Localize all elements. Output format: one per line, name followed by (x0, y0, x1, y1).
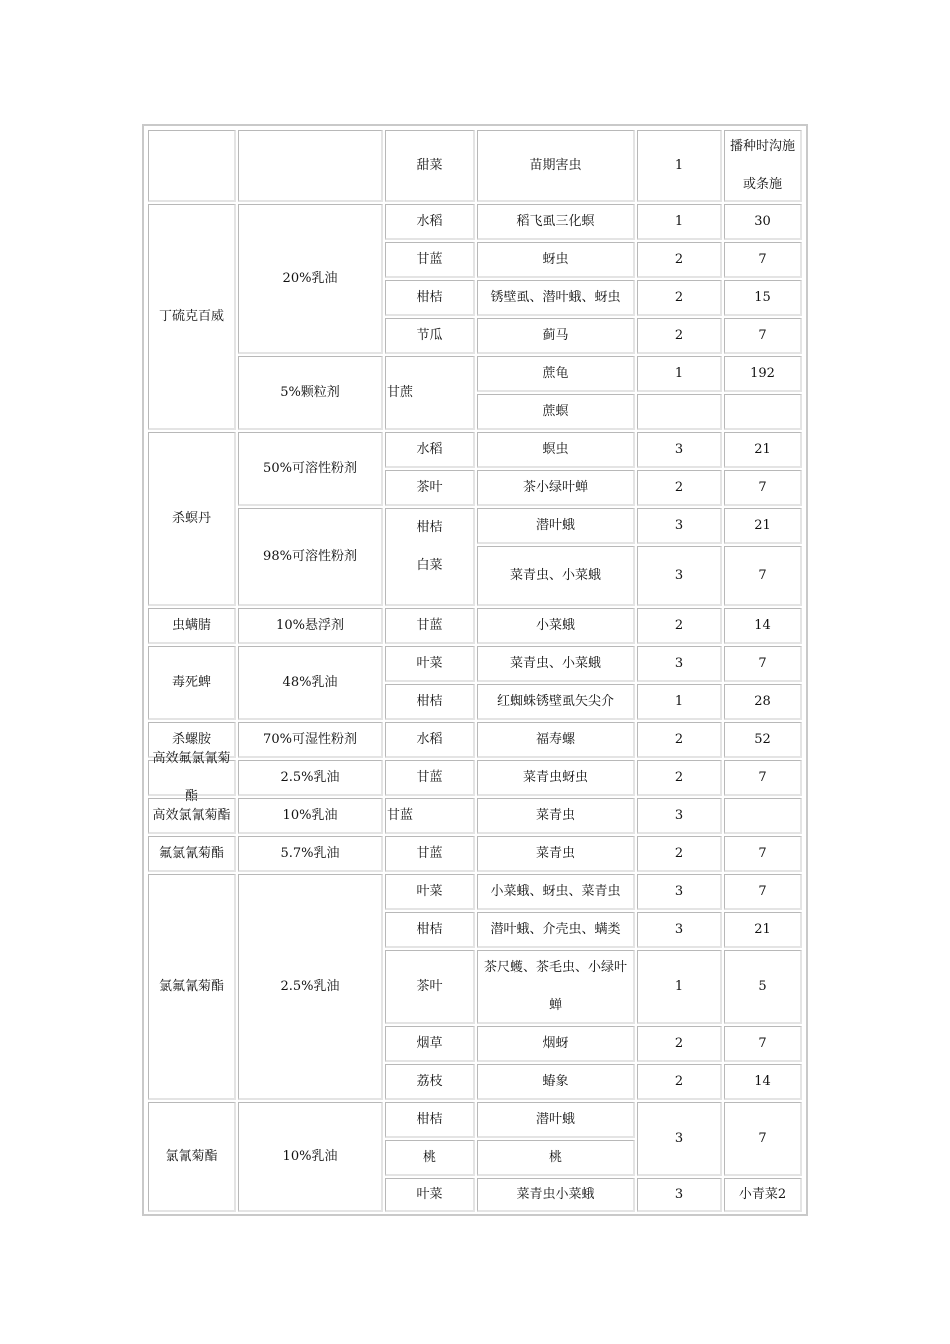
cell-text: 高效氯氰菊酯 (152, 807, 231, 823)
target-pest-cell (477, 356, 635, 392)
formulation-cell (238, 874, 383, 1100)
interval-days-cell (724, 130, 802, 202)
cell-text: 螟虫 (542, 441, 569, 457)
application-count-cell (637, 356, 722, 392)
cell-text: 2 (674, 731, 684, 747)
crop-cell (385, 470, 475, 506)
interval-days-cell (724, 608, 802, 644)
cell-text: 水稻 (416, 441, 443, 457)
formulation-cell (238, 432, 383, 506)
crop-cell (385, 280, 475, 316)
interval-days-cell (724, 356, 802, 392)
target-pest-cell (477, 874, 635, 910)
application-count-cell (637, 470, 722, 506)
target-pest-cell (477, 204, 635, 240)
cell-text: 蝽象 (542, 1073, 569, 1089)
crop-cell (385, 1026, 475, 1062)
cell-text: 2 (674, 769, 684, 785)
interval-days-cell (724, 1102, 802, 1176)
crop-cell (385, 130, 475, 202)
cell-text: 2 (674, 1035, 684, 1051)
cell-text: 3 (674, 441, 684, 457)
crop-cell (385, 356, 475, 430)
cell-text: 稻飞虱三化螟 (516, 213, 595, 229)
crop-cell (385, 950, 475, 1024)
cell-text: 2.5%乳油 (280, 769, 340, 785)
cell-text: 菜青虫 (535, 845, 575, 861)
cell-text: 7 (758, 769, 767, 785)
cell-text: 3 (674, 517, 684, 533)
crop-cell (385, 722, 475, 758)
target-pest-cell (477, 1026, 635, 1062)
cell-text: 2 (674, 845, 684, 861)
application-count-cell (637, 204, 722, 240)
target-pest-cell (477, 608, 635, 644)
interval-days-cell (724, 1178, 802, 1212)
target-pest-cell (477, 1140, 635, 1176)
interval-days-cell (724, 836, 802, 872)
interval-days-cell (724, 684, 802, 720)
interval-days-cell (724, 432, 802, 468)
cell-text: 7 (758, 1130, 767, 1146)
cell-text: 3 (674, 567, 684, 583)
target-pest-cell (477, 646, 635, 682)
pesticide-table (142, 124, 808, 1216)
cell-text: 7 (758, 251, 767, 267)
target-pest-cell (477, 432, 635, 468)
cell-text: 5.7%乳油 (280, 845, 340, 861)
formulation-cell (238, 1102, 383, 1212)
interval-days-cell (724, 950, 802, 1024)
cell-text: 柑桔 (416, 921, 443, 937)
cell-text: 虫螨腈 (171, 617, 211, 633)
cell-text: 5%颗粒剂 (280, 384, 340, 400)
cell-text: 播种时沟施或条施 (729, 138, 795, 192)
cell-text: 甘蓝 (416, 251, 443, 267)
formulation-cell (238, 836, 383, 872)
application-count-cell (637, 950, 722, 1024)
target-pest-cell (477, 394, 635, 430)
cell-text: 锈壁虱、潜叶蛾、蚜虫 (490, 289, 621, 305)
cell-text: 1 (674, 365, 684, 381)
crop-cell (385, 912, 475, 948)
pesticide-name-cell (148, 608, 236, 644)
interval-days-cell (724, 1064, 802, 1100)
cell-text: 水稻 (416, 731, 443, 747)
crop-cell (385, 874, 475, 910)
cell-text: 节瓜 (416, 327, 443, 343)
target-pest-cell (477, 1102, 635, 1138)
application-count-cell (637, 242, 722, 278)
cell-text: 桃 (548, 1149, 562, 1165)
cell-text: 菜青虫、小菜蛾 (509, 655, 601, 671)
cell-text: 1 (674, 978, 684, 994)
cell-text: 50%可溶性粉剂 (263, 460, 357, 476)
cell-text: 柑桔 (416, 289, 443, 305)
crop-cell (385, 1102, 475, 1138)
cell-text: 荔枝 (416, 1073, 443, 1089)
cell-text: 甘蓝 (416, 769, 443, 785)
crop-cell (385, 836, 475, 872)
cell-text: 福寿螺 (535, 731, 575, 747)
interval-days-cell (724, 204, 802, 240)
interval-days-cell (724, 646, 802, 682)
cell-text: 21 (754, 921, 771, 937)
cell-text: 10%乳油 (282, 1148, 338, 1164)
cell-text: 2 (674, 617, 684, 633)
target-pest-cell (477, 508, 635, 544)
interval-days-cell (724, 280, 802, 316)
target-pest-cell (477, 950, 635, 1024)
application-count-cell (637, 1064, 722, 1100)
cell-text: 2 (674, 289, 684, 305)
cell-text: 15 (754, 289, 771, 305)
cell-text: 10%乳油 (282, 807, 338, 823)
cell-text: 菜青虫蚜虫 (522, 769, 588, 785)
cell-text: 2 (674, 479, 684, 495)
cell-text: 2 (674, 1073, 684, 1089)
target-pest-cell (477, 1178, 635, 1212)
cell-text: 5 (758, 978, 767, 994)
cell-text: 28 (754, 693, 771, 709)
interval-days-cell (724, 242, 802, 278)
cell-text: 丁硫克百威 (158, 308, 224, 324)
formulation-cell (238, 608, 383, 644)
formulation-cell (238, 722, 383, 758)
cell-text: 潜叶蛾、介壳虫、螨类 (490, 921, 621, 937)
cell-text: 叶菜 (416, 883, 443, 899)
cell-text: 桃 (422, 1149, 436, 1165)
pesticide-name-cell (148, 646, 236, 720)
formulation-cell (238, 130, 383, 202)
cell-text: 水稻 (416, 213, 443, 229)
application-count-cell (637, 1026, 722, 1062)
interval-days-cell (724, 912, 802, 948)
application-count-cell (637, 684, 722, 720)
formulation-cell (238, 356, 383, 430)
cell-text: 3 (674, 807, 684, 823)
cell-text: 小菜蛾、蚜虫、菜青虫 (490, 883, 621, 899)
cell-text: 甜菜 (416, 157, 443, 173)
cell-text: 高效氟氯氰菊酯 (152, 750, 231, 804)
cell-text: 70%可湿性粉剂 (263, 731, 357, 747)
target-pest-cell (477, 470, 635, 506)
formulation-cell (238, 508, 383, 606)
pesticide-name-cell (148, 750, 236, 804)
target-pest-cell (477, 1064, 635, 1100)
cell-text: 2 (674, 251, 684, 267)
cell-text: 毒死蜱 (171, 674, 211, 690)
cell-text: 20%乳油 (282, 270, 338, 286)
target-pest-cell (477, 130, 635, 202)
pesticide-name-cell (148, 874, 236, 1100)
cell-text: 甘蔗 (387, 384, 414, 400)
crop-cell (385, 1140, 475, 1176)
cell-text: 叶菜 (416, 655, 443, 671)
target-pest-cell (477, 684, 635, 720)
interval-days-cell (724, 546, 802, 606)
interval-days-cell (724, 318, 802, 354)
crop-cell (385, 760, 475, 796)
interval-days-cell (724, 760, 802, 796)
cell-text: 7 (758, 327, 767, 343)
cell-text: 菜青虫、小菜蛾 (509, 567, 601, 583)
cell-text: 菜青虫 (535, 807, 575, 823)
formulation-cell (238, 646, 383, 720)
cell-text: 叶菜 (416, 1186, 443, 1202)
cell-text: 甘蓝 (416, 617, 443, 633)
cell-text: 2 (674, 327, 684, 343)
cell-text: 3 (674, 1130, 684, 1146)
formulation-cell (238, 760, 383, 796)
application-count-cell (637, 1178, 722, 1212)
interval-days-cell (724, 874, 802, 910)
crop-cell (385, 1064, 475, 1100)
application-count-cell (637, 722, 722, 758)
cell-text: 192 (750, 365, 775, 381)
application-count-cell (637, 432, 722, 468)
target-pest-cell (477, 836, 635, 872)
formulation-cell (238, 798, 383, 834)
target-pest-cell (477, 722, 635, 758)
cell-text: 甘蓝 (416, 845, 443, 861)
cell-text: 菜青虫小菜蛾 (516, 1186, 595, 1202)
interval-days-cell (724, 1026, 802, 1062)
target-pest-cell (477, 798, 635, 834)
crop-cell (385, 508, 475, 606)
cell-text: 杀螟丹 (171, 510, 211, 526)
cell-text: 氯氟氰菊酯 (158, 978, 224, 994)
pesticide-name-cell (148, 836, 236, 872)
application-count-cell (637, 646, 722, 682)
interval-days-cell (724, 722, 802, 758)
cell-text: 48%乳油 (282, 674, 338, 690)
application-count-cell (637, 318, 722, 354)
cell-text: 茶叶 (416, 479, 443, 495)
cell-text: 柑桔 (416, 693, 443, 709)
cell-text: 2.5%乳油 (280, 978, 340, 994)
cell-text: 7 (758, 655, 767, 671)
cell-text: 3 (674, 1186, 684, 1202)
cell-text: 红蜘蛛锈壁虱矢尖介 (496, 693, 614, 709)
crop-cell (385, 1178, 475, 1212)
cell-text: 52 (754, 731, 771, 747)
application-count-cell (637, 508, 722, 544)
cell-text: 蔗螟 (542, 403, 569, 419)
cell-text: 潜叶蛾 (535, 517, 575, 533)
cell-text: 氯氰菊酯 (165, 1148, 218, 1164)
interval-days-cell (724, 508, 802, 544)
formulation-cell (238, 204, 383, 354)
application-count-cell (637, 608, 722, 644)
application-count-cell (637, 546, 722, 606)
crop-cell (385, 684, 475, 720)
cell-text: 3 (674, 655, 684, 671)
application-count-cell (637, 394, 722, 430)
cell-text: 小青菜2 (738, 1186, 787, 1202)
target-pest-cell (477, 242, 635, 278)
application-count-cell (637, 130, 722, 202)
application-count-cell (637, 836, 722, 872)
application-count-cell (637, 1102, 722, 1176)
cell-text: 1 (674, 157, 684, 173)
interval-days-cell (724, 798, 802, 834)
crop-cell (385, 204, 475, 240)
crop-cell (385, 318, 475, 354)
application-count-cell (637, 912, 722, 948)
cell-text: 苗期害虫 (529, 157, 582, 173)
crop-cell (385, 608, 475, 644)
cell-text: 21 (754, 441, 771, 457)
crop-cell (385, 432, 475, 468)
crop-cell (385, 798, 475, 834)
application-count-cell (637, 874, 722, 910)
cell-text: 柑桔 白菜 (416, 520, 443, 573)
cell-text: 7 (758, 1035, 767, 1051)
target-pest-cell (477, 318, 635, 354)
cell-text: 烟蚜 (542, 1035, 569, 1051)
target-pest-cell (477, 280, 635, 316)
pesticide-name-cell (148, 204, 236, 430)
target-pest-cell (477, 546, 635, 606)
cell-text: 柑桔 (416, 1111, 443, 1127)
cell-text: 蓟马 (542, 327, 569, 343)
cell-text: 30 (754, 213, 771, 229)
cell-text: 21 (754, 517, 771, 533)
cell-text: 3 (674, 883, 684, 899)
crop-cell (385, 646, 475, 682)
target-pest-cell (477, 912, 635, 948)
cell-text: 茶小绿叶蝉 (522, 479, 588, 495)
cell-text: 7 (758, 479, 767, 495)
cell-text: 14 (754, 1073, 771, 1089)
cell-text: 7 (758, 883, 767, 899)
cell-text: 小菜蛾 (535, 617, 575, 633)
cell-text: 蚜虫 (542, 251, 569, 267)
pesticide-name-cell (148, 432, 236, 606)
crop-cell (385, 242, 475, 278)
interval-days-cell (724, 470, 802, 506)
cell-text: 98%可溶性粉剂 (263, 548, 357, 564)
cell-text: 3 (674, 921, 684, 937)
pesticide-name-cell (148, 130, 236, 202)
cell-text: 烟草 (416, 1035, 443, 1051)
cell-text: 10%悬浮剂 (276, 617, 344, 633)
application-count-cell (637, 798, 722, 834)
cell-text: 14 (754, 617, 771, 633)
cell-text: 蔗龟 (542, 365, 569, 381)
cell-text: 7 (758, 567, 767, 583)
pesticide-name-cell (148, 1102, 236, 1212)
cell-text: 7 (758, 845, 767, 861)
cell-text: 1 (674, 213, 684, 229)
pesticide-name-cell (148, 798, 236, 834)
application-count-cell (637, 280, 722, 316)
cell-text: 氟氯氰菊酯 (158, 845, 224, 861)
application-count-cell (637, 760, 722, 796)
cell-text: 甘蓝 (387, 807, 414, 823)
cell-text: 潜叶蛾 (535, 1111, 575, 1127)
cell-text: 茶叶 (416, 978, 443, 994)
cell-text: 杀螺胺 (171, 731, 211, 747)
cell-text: 1 (674, 693, 684, 709)
target-pest-cell (477, 760, 635, 796)
cell-text: 茶尺蠖、茶毛虫、小绿叶蝉 (483, 959, 627, 1013)
interval-days-cell (724, 394, 802, 430)
